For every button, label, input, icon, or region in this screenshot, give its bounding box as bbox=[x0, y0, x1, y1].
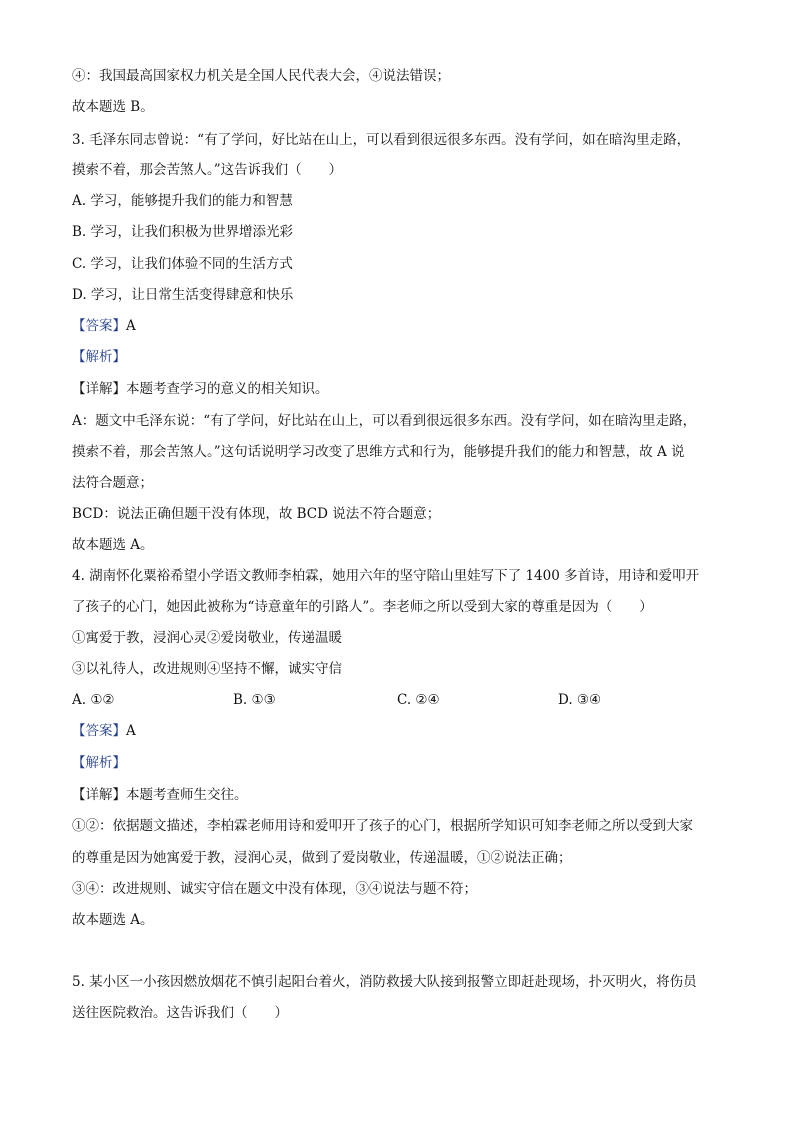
q3-exp-a-line1: A：题文中毛泽东说：“有了学问，好比站在山上，可以看到很远很多东西。没有学问，如在暗沟里走路， bbox=[72, 413, 697, 429]
q2-analysis-4: ④：我国最高国家权力机关是全国人民代表大会，④说法错误； bbox=[72, 68, 450, 84]
q3-detail-text: 本题考查学习的意义的相关知识。 bbox=[126, 381, 329, 397]
q3-conclusion: 故本题选 A。 bbox=[72, 537, 154, 553]
q3-option-a: A. 学习，能够提升我们的能力和智慧 bbox=[72, 193, 293, 209]
q4-exp-34: ③④：改进规则、诚实守信在题文中没有体现，③④说法与题不符； bbox=[72, 881, 477, 897]
q3-option-b: B. 学习，让我们积极为世界增添光彩 bbox=[72, 224, 294, 240]
q4-answer-value: A bbox=[126, 723, 136, 739]
q4-choice-line1: ①寓爱于教，浸润心灵②爱岗敬业，传递温暖 bbox=[72, 630, 342, 646]
q4-option-d: D. ③④ bbox=[558, 692, 602, 708]
q4-analysis-label bbox=[72, 753, 724, 773]
q3-option-c: C. 学习，让我们体验不同的生活方式 bbox=[72, 256, 293, 272]
q4-conclusion: 故本题选 A。 bbox=[72, 912, 154, 928]
q4-exp-12-line1: ①②：依据题文描述，李柏霖老师用诗和爱叩开了孩子的心门，根据所学知识可知李老师之所以受到大家 bbox=[72, 818, 693, 834]
q3-analysis-label bbox=[72, 347, 724, 367]
q3-exp-a-line3: 法符合题意； bbox=[72, 475, 153, 491]
q3-stem-line2: 摸索不着，那会苦煞人。”这告诉我们（ ） bbox=[72, 162, 343, 178]
q3-answer-value: A bbox=[126, 318, 136, 334]
q3-answer bbox=[72, 316, 724, 336]
q4-detail bbox=[72, 785, 724, 805]
q4-answer-label: 【答案】 bbox=[72, 723, 126, 739]
q4-choice-line2: ③以礼待人，改进规则④坚持不懈，诚实守信 bbox=[72, 661, 342, 677]
q4-detail-text: 本题考查师生交往。 bbox=[126, 787, 248, 803]
q4-answer bbox=[72, 721, 724, 741]
q4-analysis-label-text: 【解析】 bbox=[72, 755, 126, 771]
q4-exp-12-line2: 的尊重是因为她寓爱于教，浸润心灵，做到了爱岗敬业，传递温暖，①②说法正确； bbox=[72, 850, 572, 866]
q5-stem-line2: 送往医院救治。这告诉我们（ ） bbox=[72, 1005, 288, 1021]
q3-detail-label: 【详解】 bbox=[72, 381, 126, 397]
q4-option-b: B. ①③ bbox=[233, 692, 276, 708]
q2-conclusion: 故本题选 B。 bbox=[72, 99, 154, 115]
q3-analysis-label-text: 【解析】 bbox=[72, 349, 126, 365]
q3-answer-label: 【答案】 bbox=[72, 318, 126, 334]
q3-stem-line1: 3. 毛泽东同志曾说：“有了学问，好比站在山上，可以看到很远很多东西。没有学问，如在暗沟里走路， bbox=[72, 132, 691, 148]
q3-option-d: D. 学习，让日常生活变得肆意和快乐 bbox=[72, 287, 294, 303]
q4-stem-line2: 了孩子的心门，她因此被称为“诗意童年的引路人”。李老师之所以受到大家的尊重是因为（ ） bbox=[72, 599, 653, 615]
q4-option-a: A. ①② bbox=[72, 692, 115, 708]
q4-stem-line1: 4. 湖南怀化粟裕希望小学语文教师李柏霖，她用六年的坚守陪山里娃写下了 1400 多首诗，用诗和爱叩开 bbox=[72, 568, 700, 584]
q5-stem-line1: 5. 某小区一小孩因燃放烟花不慎引起阳台着火，消防救援大队接到报警立即赶赴现场，扑灭明火，将伤员 bbox=[72, 974, 697, 990]
q3-exp-a-line2: 摸索不着，那会苦煞人。”这句话说明学习改变了思维方式和行为，能够提升我们的能力和智慧，故 A 说 bbox=[72, 444, 685, 460]
q3-exp-bcd: BCD：说法正确但题干没有体现，故 BCD 说法不符合题意； bbox=[72, 506, 441, 522]
q4-option-c: C. ②④ bbox=[397, 692, 440, 708]
q3-detail bbox=[72, 379, 724, 399]
q4-detail-label: 【详解】 bbox=[72, 787, 126, 803]
